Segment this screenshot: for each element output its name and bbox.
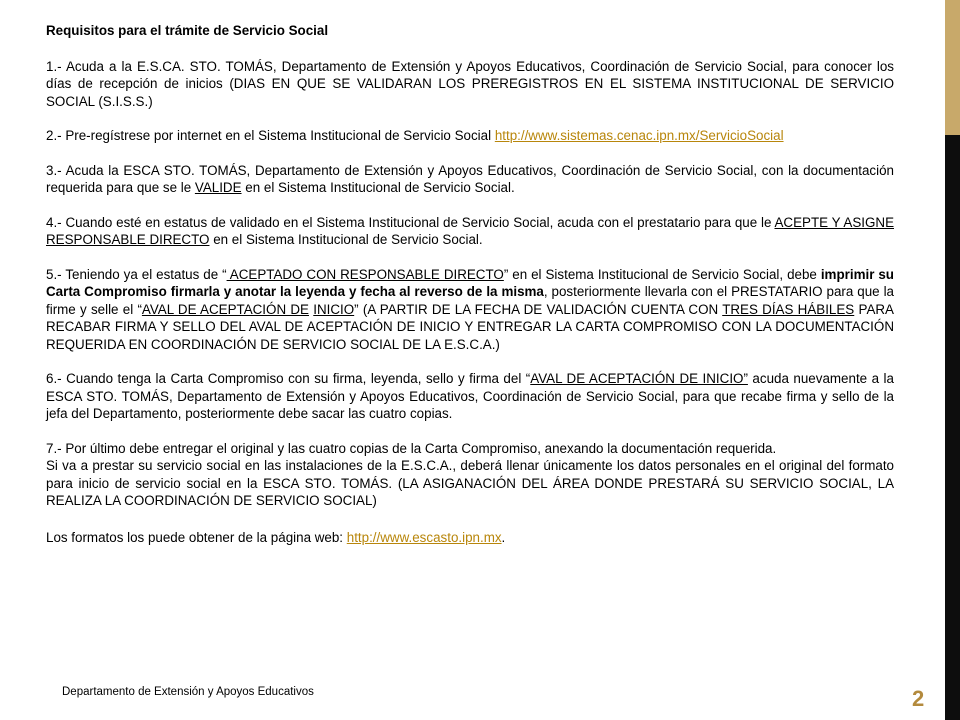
requirement-3-text-a: 3.- Acuda la ESCA STO. TOMÁS, Departamento de Extensión y Apoyos Educativos, Coordinación de Servicio Social, con la documentación requerida para que se le: [46, 162, 894, 195]
requirement-7: 7.- Por último debe entregar el original y las cuatro copias de la Carta Compromiso, anexando la documentación requerida.: [46, 440, 777, 456]
requirement-1: 1.- Acuda a la E.S.CA. STO. TOMÁS, Departamento de Extensión y Apoyos Educativos, Coordinación de Servicio Social, para conocer los días de recepción de inicios (DIAS EN QUE SE VALIDARAN LOS PREREGISTROS EN EL SISTEMA INSTITUCIONAL DE SERVICIO SOCIAL (S.I.S.S.): [46, 58, 894, 109]
footer-department: Departamento de Extensión y Apoyos Educativos: [62, 686, 314, 698]
formatos-text-b: .: [501, 529, 506, 545]
requirement-5-text-a: 5.- Teniendo ya el estatus de “: [46, 266, 227, 282]
aval-inicio-underlined: AVAL DE ACEPTACIÓN DE INICIO”: [530, 371, 748, 386]
servicio-social-link[interactable]: http://www.sistemas.cenac.ipn.mx/ServicioSocial: [494, 128, 784, 143]
requirement-5: [46, 266, 894, 354]
valide-underlined: VALIDE: [194, 180, 242, 195]
requirement-5-text-f: PARA RECABAR FIRMA Y SELLO DEL AVAL DE ACEPTACIÓN DE INICIO Y ENTREGAR LA CARTA COMPROMISO CON LA DOCUMENTACIÓN REQUERIDA EN COORDINACIÓN DE SERVICIO SOCIAL DE LA E.S.C.A.): [46, 301, 894, 352]
escasto-link[interactable]: http://www.escasto.ipn.mx: [346, 529, 502, 545]
page-number: 2: [912, 686, 925, 711]
requirement-2: [46, 127, 894, 145]
document-body: [46, 22, 894, 546]
aceptado-underlined: ACEPTADO CON RESPONSABLE DIRECTO: [226, 266, 504, 282]
right-sidebar-accent: [945, 0, 960, 135]
requirement-4-text-b: en el Sistema Institucional de Servicio Social.: [209, 232, 483, 247]
requirement-4-text-a: 4.- Cuando esté en estatus de validado en el Sistema Institucional de Servicio Social, acuda con el prestatario para que le: [46, 214, 775, 230]
formatos-text-a: Los formatos los puede obtener de la página web:: [46, 529, 347, 545]
requirement-3: [46, 162, 894, 197]
requirement-4: [46, 214, 894, 249]
requirement-6-text-a: 6.- Cuando tenga la Carta Compromiso con su firma, leyenda, sello y firma del “: [46, 371, 531, 386]
requirement-5-text-e: ” (A PARTIR DE LA FECHA DE VALIDACIÓN CUENTA CON: [354, 301, 723, 317]
formatos-line: [46, 529, 894, 547]
requirement-7-note: Si va a prestar su servicio social en las instalaciones de la E.S.C.A., deberá llenar únicamente los datos personales en el original del formato para inicio de servicio social en la ESCA STO. TOMÁS. (LA ASIGANACIÓN DEL ÁREA DONDE PRESTARÁ SU SERVICIO SOCIAL, LA REALIZA LA COORDINACIÓN DE SERVICIO SOCIAL): [46, 458, 894, 508]
acepte-asigne-underlined: ACEPTE Y ASIGNE RESPONSABLE DIRECTO: [46, 214, 894, 247]
requirement-2-text: 2.- Pre-regístrese por internet en el Sistema Institucional de Servicio Social: [46, 128, 492, 143]
requirement-5-text-b: ” en el Sistema Institucional de Servicio Social, debe: [503, 266, 821, 282]
requirement-5-text-c: , posteriormente llevarla con el PRESTATARIO para que la firme y selle el “: [46, 284, 894, 317]
requirement-3-text-b: en el Sistema Institucional de Servicio Social.: [241, 180, 515, 195]
requirement-6: [46, 370, 894, 423]
inicio-underlined: INICIO: [313, 301, 355, 317]
tres-dias-underlined: TRES DÍAS HÁBILES: [722, 301, 855, 317]
document-title: Requisitos para el trámite de Servicio Social: [46, 23, 329, 38]
requirement-6-text-b: acuda nuevamente a la ESCA STO. TOMÁS, Departamento de Extensión y Apoyos Educativos, Coordinación de Servicio Social, para que recabe firma y sello de la jefa del Departamento, posteriormente debe sacar las cuatro copias.: [46, 371, 894, 421]
aval-underlined: AVAL DE ACEPTACIÓN DE: [141, 301, 309, 317]
imprimir-bold: imprimir su Carta Compromiso firmarla y anotar la leyenda y fecha al reverso de la misma: [46, 266, 894, 299]
